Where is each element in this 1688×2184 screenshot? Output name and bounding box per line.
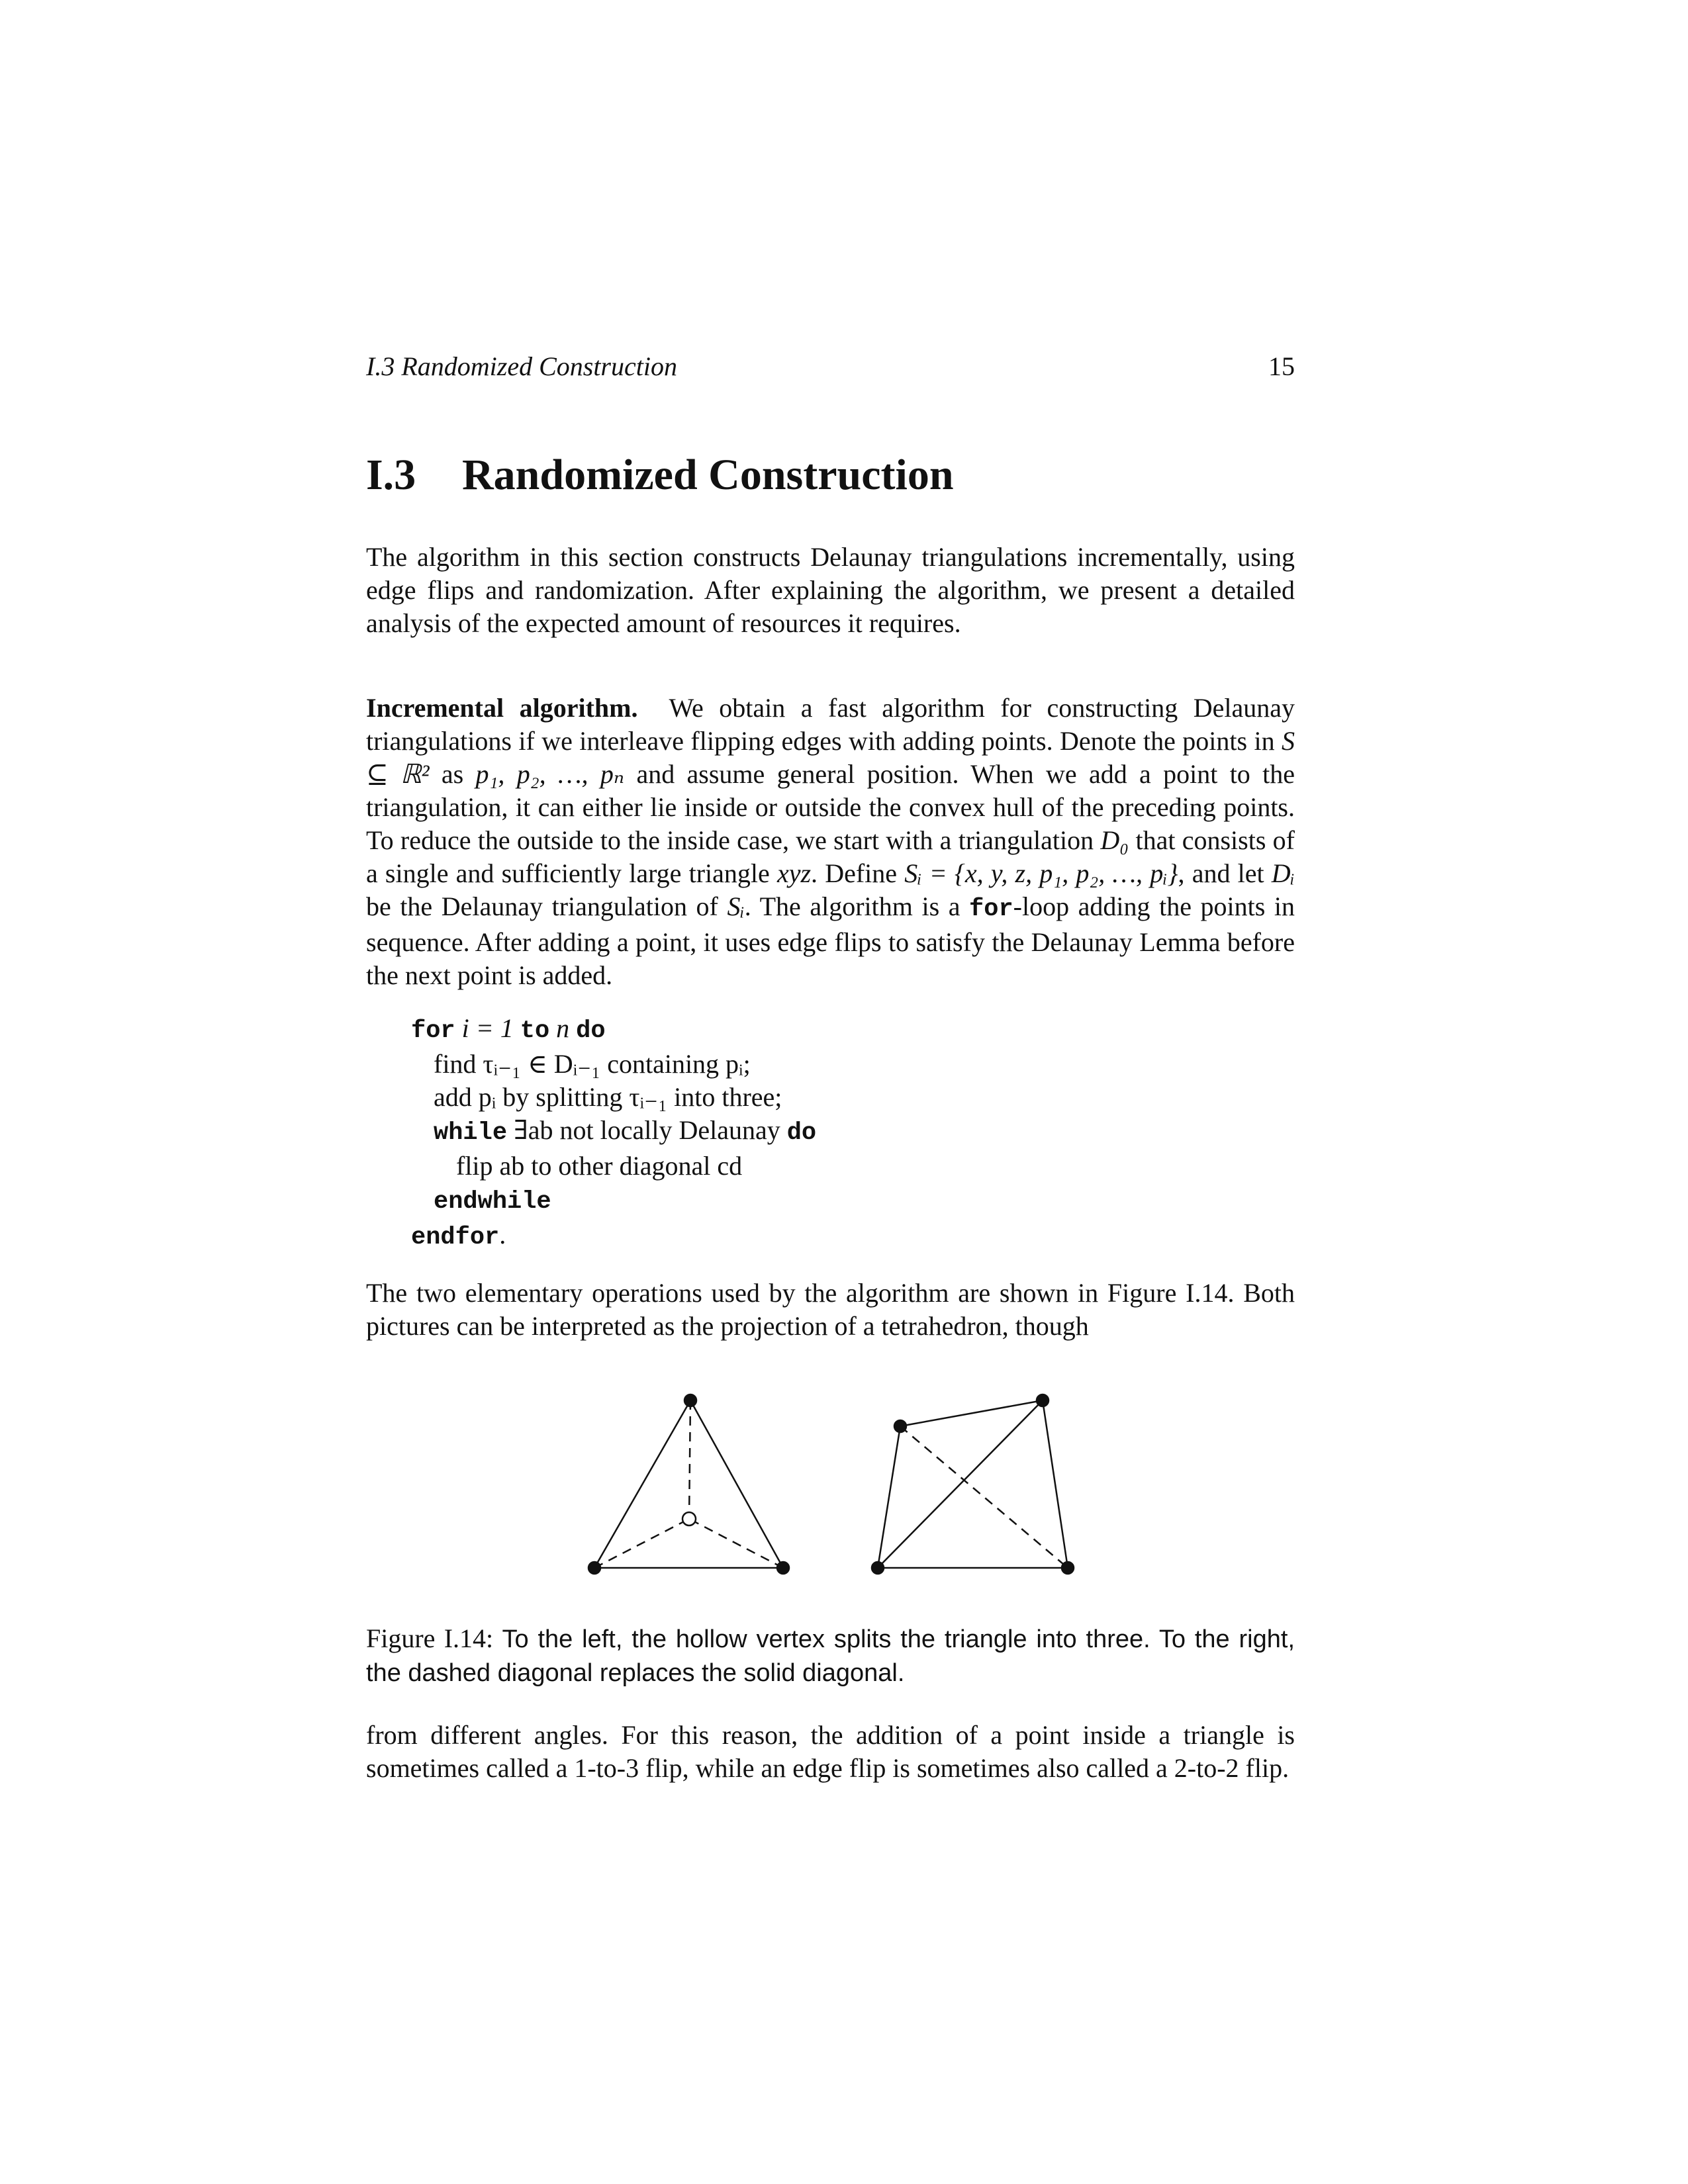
keyword-do: do [786, 1118, 817, 1147]
keyword-while: while [434, 1118, 508, 1147]
running-head [366, 344, 1295, 384]
vertex [588, 1562, 600, 1574]
section-number: I.3 [366, 451, 416, 499]
text-run: -loop adding the points in sequence. After adding a point, it uses edge flips to satisfy the Delaunay Lemma before the next point is added. [366, 891, 1295, 990]
solid-edge [690, 1400, 783, 1568]
code-keyword: for [969, 895, 1013, 923]
keyword-to: to [520, 1017, 550, 1045]
algorithm-line-1 [411, 1012, 1295, 1048]
vertex [777, 1562, 789, 1574]
paragraph-heading: Incremental algorithm. [366, 692, 638, 723]
text-run: , and let [1178, 858, 1272, 888]
page-number: 15 [1268, 351, 1295, 381]
hollow-vertex [682, 1512, 696, 1525]
dashed-diagonal [900, 1426, 1068, 1568]
keyword-for: for [411, 1017, 455, 1045]
incremental-paragraph [366, 692, 1295, 992]
caption-label: Figure I.14: [366, 1623, 494, 1653]
math-run: p₁, p₂, …, pₙ [475, 758, 625, 789]
keyword-endwhile: endwhile [434, 1187, 551, 1216]
math-run: xyz [776, 858, 812, 888]
page [366, 344, 1295, 1785]
vertex [684, 1394, 696, 1406]
text-run: . [499, 1219, 506, 1250]
section-title: Randomized Construction [462, 451, 954, 499]
math-run: S ⊆ ℝ² [366, 725, 1295, 789]
intro-paragraph: The algorithm in this section constructs Delaunay triangulations incrementally, using edge flips and randomization. After explaining the algorithm, we present a detailed analysis of the expected amount of resources it requires. [366, 541, 1295, 638]
text-run: ∃ab not locally Delaunay [507, 1115, 787, 1145]
solid-edge [878, 1426, 900, 1568]
closing-paragraph: from different angles. For this reason, the addition of a point inside a triangle is sometimes called a 1-to-3 flip, while an edge flip is sometimes also called a 2-to-2 flip. [366, 1719, 1295, 1783]
caption-text: To the left, the hollow vertex splits the triangle into three. To the right, the dashed diagonal replaces the solid diagonal. [366, 1625, 1295, 1687]
text-run: be the Delaunay triangulation of [366, 891, 727, 921]
math-run: D₀ [1100, 825, 1129, 855]
algorithm-line-2: find τᵢ₋₁ ∈ Dᵢ₋₁ containing pᵢ; [434, 1048, 751, 1079]
math-run: Sᵢ = {x, y, z, p₁, p₂, …, pᵢ} [904, 858, 1178, 888]
after-algorithm-paragraph: The two elementary operations used by the algorithm are shown in Figure I.14. Both pictures can be interpreted as the projection of a tetrahedron, though [366, 1277, 1295, 1341]
text-run: . The algorithm is a [744, 891, 970, 921]
math-run: Sᵢ [727, 891, 745, 921]
figure-i14 [366, 1369, 1295, 1588]
text-run: We obtain a fast algorithm for constructing Delaunay triangulations if we interleave flipping edges with adding points. Denote the points in [366, 692, 1295, 756]
running-title: I.3 Randomized Construction [366, 351, 677, 381]
math-run: Dᵢ [1271, 858, 1295, 888]
math-run: n [549, 1013, 577, 1043]
solid-edge [1043, 1400, 1068, 1568]
math-run: i = 1 [455, 1013, 520, 1043]
algorithm-line-3: add pᵢ by splitting τᵢ₋₁ into three; [434, 1081, 782, 1112]
left-triangle-diagram [588, 1394, 789, 1574]
vertex [1037, 1394, 1049, 1406]
algorithm-line-7 [411, 1218, 1295, 1254]
section-heading [366, 451, 1295, 500]
text-run: . Define [811, 858, 905, 888]
dashed-edge [689, 1400, 690, 1519]
right-quad-diagram [872, 1394, 1074, 1574]
keyword-endfor: endfor [411, 1223, 500, 1251]
algorithm-line-4 [411, 1114, 1295, 1150]
algorithm-line-6 [411, 1183, 1295, 1218]
text-run: as [429, 758, 476, 789]
vertex [1062, 1562, 1074, 1574]
figure-caption [366, 1622, 1295, 1690]
algorithm-line-5: flip ab to other diagonal cd [456, 1150, 743, 1181]
figure-diagram [366, 1369, 1295, 1588]
text-run: and assume general position. When we add a point to the triangulation, it can either lie inside or outside the convex hull of the preceding points. To reduce the outside to the inside case, we start with a triangulation [366, 758, 1295, 855]
text-run: that consists of a single and sufficiently large triangle [366, 825, 1295, 888]
algorithm-block [411, 1012, 1295, 1254]
keyword-do: do [576, 1017, 606, 1045]
vertex [894, 1420, 906, 1432]
vertex [872, 1562, 884, 1574]
